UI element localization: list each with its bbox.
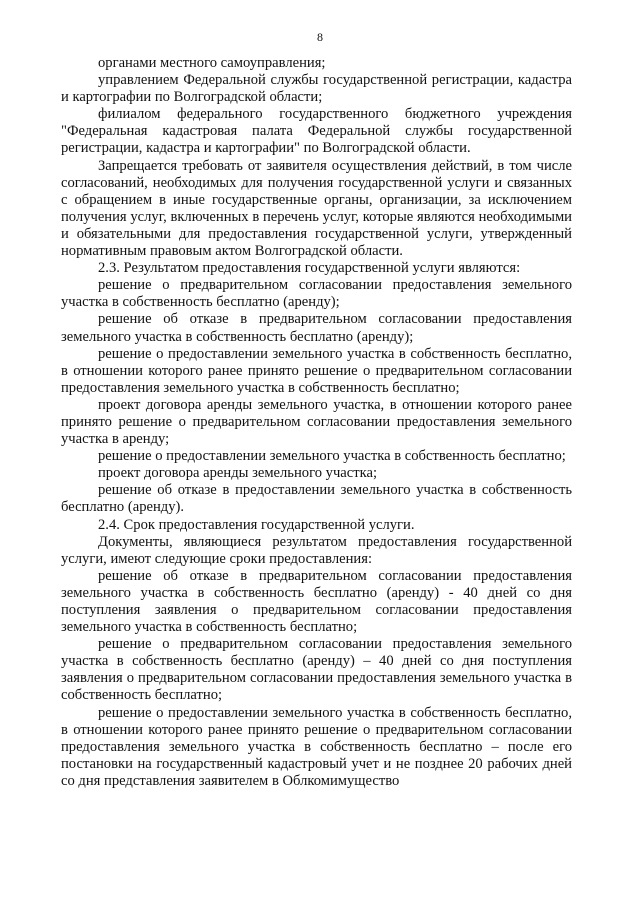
paragraph-result-preliminary-approval: решение о предварительном согласовании предоставления земельного участка в собственность бесплатно (аренду); bbox=[61, 277, 572, 311]
paragraph-section-2-3-heading: 2.3. Результатом предоставления государственной услуги являются: bbox=[98, 260, 521, 277]
paragraph-prohibition-requirement: Запрещается требовать от заявителя осуществления действий, в том числе согласований, необходимых для получения государственной услуги и связанных с обращением в иные государственные органы, организации, за исключением получения услуг, включенных в перечень услуг, которые являются необходимыми и обязательными для предоставления государственной услуги, утвержденный нормативным правовым актом Волгоградской области. bbox=[61, 157, 572, 260]
paragraph-result-lease-draft: проект договора аренды земельного участка; bbox=[98, 465, 378, 482]
paragraph-result-refusal-preliminary-approval: решение об отказе в предварительном согласовании предоставления земельного участка в собственность бесплатно (аренду); bbox=[61, 311, 572, 345]
page-number: 8 bbox=[317, 30, 323, 44]
paragraph-result-ownership-free: решение о предоставлении земельного участка в собственность бесплатно; bbox=[98, 448, 566, 465]
paragraph-local-self-government: органами местного самоуправления; bbox=[98, 55, 326, 71]
paragraph-terms-intro: Документы, являющиеся результатом предоставления государственной услуги, имеют следующие сроки предоставления: bbox=[61, 533, 572, 567]
paragraph-result-ownership-after-approval: решение о предоставлении земельного участка в собственность бесплатно, в отношении которого ранее принято решение о предварительном согласовании предоставления земельного участка в собственность бесплатно; bbox=[61, 345, 572, 396]
paragraph-section-2-4-heading: 2.4. Срок предоставления государственной услуги. bbox=[98, 516, 415, 533]
paragraph-term-ownership-20-days: решение о предоставлении земельного участка в собственность бесплатно, в отношении которого ранее принято решение о предварительном согласовании предоставления земельного участка в собственность бесплатно – после его постановки на государственный кадастровый учет и не позднее 20 рабочих дней со дня представления заявителем в Облкомимущество bbox=[61, 704, 572, 789]
document-body bbox=[61, 55, 572, 790]
paragraph-result-lease-draft-after-approval: проект договора аренды земельного участка, в отношении которого ранее принято решение о предварительном согласовании предоставления земельного участка в аренду; bbox=[61, 396, 572, 448]
paragraph-rosreestr-administration: управлением Федеральной службы государственной регистрации, кадастра и картографии по Волгоградской области; bbox=[61, 72, 572, 106]
paragraph-term-refusal-40-days: решение об отказе в предварительном согласовании предоставления земельного участка в собственность бесплатно (аренду) - 40 дней со дня поступления заявления о предварительном согласовании предоставления земельного участка в собственность бесплатно; bbox=[61, 567, 572, 636]
paragraph-cadastral-chamber-branch: филиалом федерального государственного бюджетного учреждения "Федеральная кадастровая палата Федеральной службы государственной регистрации, кадастра и картографии" по Волгоградской области. bbox=[61, 106, 572, 157]
paragraph-result-refusal-provision: решение об отказе в предоставлении земельного участка в собственность бесплатно (аренду). bbox=[61, 482, 572, 516]
paragraph-term-approval-40-days: решение о предварительном согласовании предоставления земельного участка в собственность бесплатно (аренду) – 40 дней со дня поступления заявления о предварительном согласовании предоставления земельного участка в собственность бесплатно; bbox=[61, 636, 572, 704]
